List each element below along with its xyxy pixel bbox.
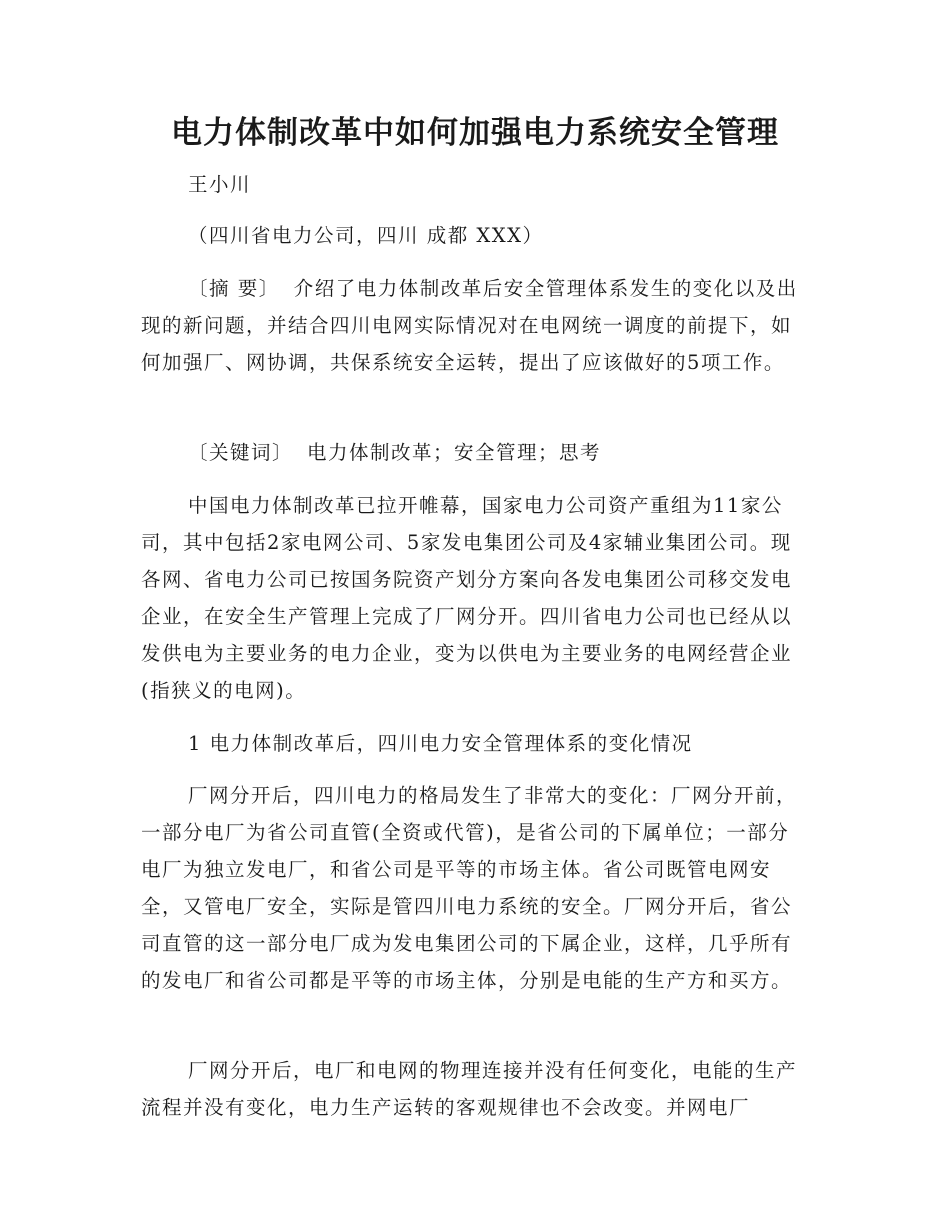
abstract-label: 〔摘 要〕 <box>188 277 280 300</box>
author-name: 王小川 <box>188 173 252 196</box>
abstract <box>141 270 806 381</box>
paragraph-section-1-continued: 厂网分开后，电厂和电网的物理连接并没有任何变化，电能的生产流程并没有变化，电力生产运转的客观规律也不会改变。并网电厂 <box>141 1059 798 1119</box>
document-title: 电力体制改革中如何加强电力系统安全管理 <box>171 115 779 151</box>
keywords <box>141 434 806 471</box>
paragraph-intro: 中国电力体制改革已拉开帷幕，国家电力公司资产重组为11家公司，其中包括2家电网公司、5家发电集团公司及4家辅业集团公司。现各网、省电力公司已按国务院资产划分方案向各发电集团公司移交发电企业，在安全生产管理上完成了厂网分开。四川省电力公司也已经从以发供电为主要业务的电力企业，变为以供电为主要业务的电网经营企业(指狭义的电网)。 <box>141 494 793 702</box>
section-heading-1: 1 电力体制改革后，四川电力安全管理体系的变化情况 <box>188 732 693 755</box>
keywords-text: 电力体制改革；安全管理；思考 <box>307 441 602 464</box>
abstract-text: 介绍了电力体制改革后安全管理体系发生的变化以及出现的新问题，并结合四川电网实际情况对在电网统一调度的前提下，如何加强厂、网协调，共保系统安全运转，提出了应该做好的5项工作。 <box>141 277 798 374</box>
author-affiliation: （四川省电力公司，四川 成都 XXX） <box>188 224 544 247</box>
keywords-label: 〔关键词〕 <box>188 441 294 464</box>
paragraph-section-1: 厂网分开后，四川电力的格局发生了非常大的变化：厂网分开前，一部分电厂为省公司直管(全资或代管)，是省公司的下属单位；一部分电厂为独立发电厂，和省公司是平等的市场主体。省公司既管电网安全，又管电厂安全，实际是管四川电力系统的安全。厂网分开后，省公司直管的这一部分电厂成为发电集团公司的下属企业，这样，几乎所有的发电厂和省公司都是平等的市场主体，分别是电能的生产方和买方。 <box>141 784 798 992</box>
